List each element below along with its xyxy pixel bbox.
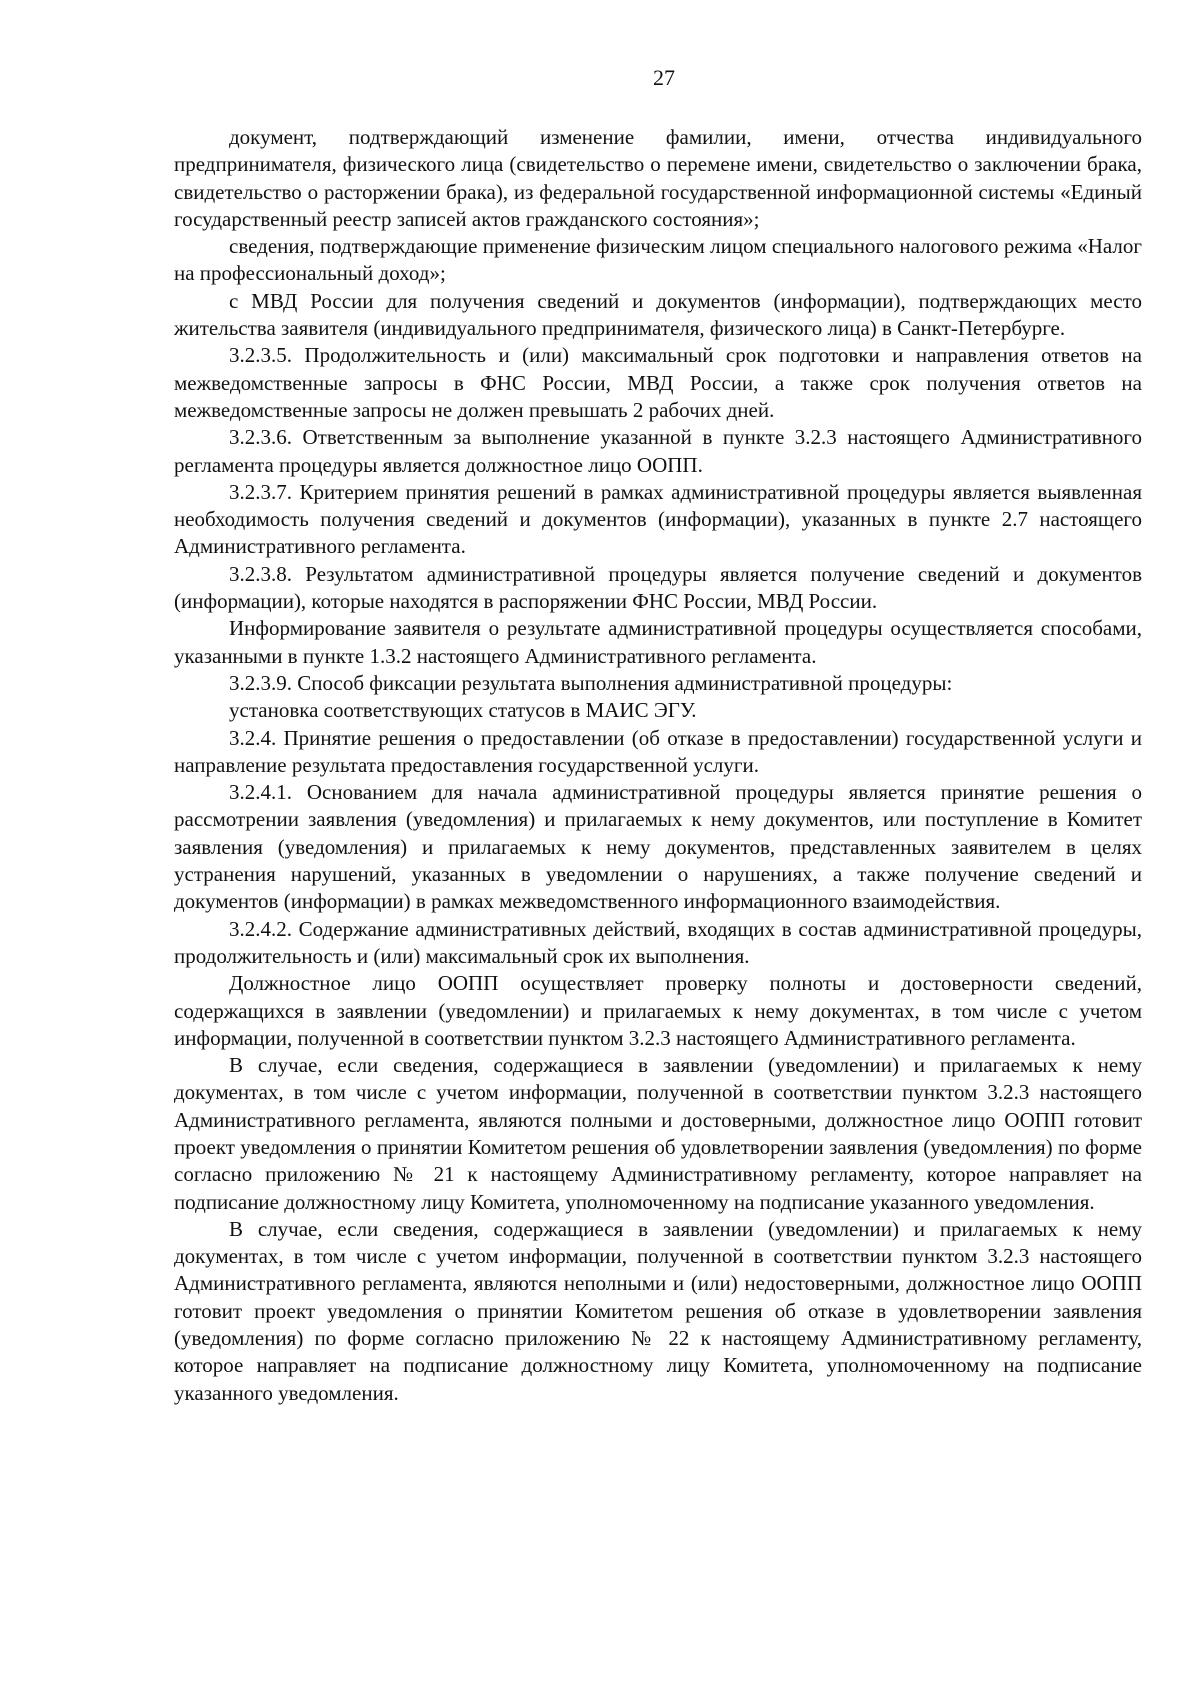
paragraph: В случае, если сведения, содержащиеся в заявлении (уведомлении) и прилагаемых к нему документах, в том числе с учетом информации, полученной в соответствии пунктом 3.2.3 настоящего Административного регламента, являются неполными и (или) недостоверными, должностное лицо ООПП готовит проект уведомления о принятии Комитетом решения об отказе в удовлетворении заявления (уведомления) по форме согласно приложению № 22 к настоящему Административному регламенту, которое направляет на подписание должностному лицу Комитета, уполномоченному на подписание указанного уведомления. bbox=[174, 1216, 1142, 1405]
document-body bbox=[174, 124, 1142, 1407]
paragraph: установка соответствующих статусов в МАИС ЭГУ. bbox=[229, 698, 697, 723]
paragraph: 3.2.4. Принятие решения о предоставлении (об отказе в предоставлении) государственной услуги и направление результата предоставления государственной услуги. bbox=[174, 725, 1142, 777]
paragraph: с МВД России для получения сведений и документов (информации), подтверждающих место жительства заявителя (индивидуального предпринимателя, физического лица) в Санкт-Петербурге. bbox=[174, 288, 1142, 341]
paragraph: сведения, подтверждающие применение физическим лицом специального налогового режима «Налог на профессиональный доход»; bbox=[174, 234, 1142, 286]
paragraph: документ, подтверждающий изменение фамилии, имени, отчества индивидуального предпринимателя, физического лица (свидетельство о перемене имени, свидетельство о заключении брака, свидетельство о расторжении брака), из федеральной государственной информационной системы «Единый государственный реестр записей актов гражданского состояния»; bbox=[174, 125, 1142, 231]
paragraph: 3.2.3.6. Ответственным за выполнение указанной в пункте 3.2.3 настоящего Административного регламента процедуры является должностное лицо ООПП. bbox=[174, 425, 1142, 477]
paragraph: 3.2.4.2. Содержание административных действий, входящих в состав административной процедуры, продолжительность и (или) максимальный срок их выполнения. bbox=[174, 916, 1142, 968]
paragraph: 3.2.3.7. Критерием принятия решений в рамках административной процедуры является выявленная необходимость получения сведений и документов (информации), указанных в пункте 2.7 настоящего Административного регламента. bbox=[174, 479, 1142, 559]
paragraph: 3.2.3.5. Продолжительность и (или) максимальный срок подготовки и направления ответов на межведомственные запросы в ФНС России, МВД России, а также срок получения ответов на межведомственные запросы не должен превышать 2 рабочих дней. bbox=[174, 343, 1142, 422]
paragraph: Информирование заявителя о результате административной процедуры осуществляется способами, указанными в пункте 1.3.2 настоящего Административного регламента. bbox=[174, 616, 1142, 668]
paragraph: Должностное лицо ООПП осуществляет проверку полноты и достоверности сведений, содержащихся в заявлении (уведомлении) и прилагаемых к нему документах, в том числе с учетом информации, полученной в соответствии пунктом 3.2.3 настоящего Административного регламента. bbox=[174, 971, 1142, 1050]
paragraph: 3.2.3.9. Способ фиксации результата выполнения административной процедуры: bbox=[229, 670, 953, 695]
page-number: 27 bbox=[653, 65, 675, 90]
paragraph: В случае, если сведения, содержащиеся в заявлении (уведомлении) и прилагаемых к нему документах, в том числе с учетом информации, полученной в соответствии пунктом 3.2.3 настоящего Административного регламента, являются полными и достоверными, должностное лицо ООПП готовит проект уведомления о принятии Комитетом решения об удовлетворении заявления (уведомления) по форме согласно приложению № 21 к настоящему Административному регламенту, которое направляет на подписание должностному лицу Комитета, уполномоченному на подписание указанного уведомления. bbox=[174, 1053, 1142, 1214]
paragraph: 3.2.4.1. Основанием для начала административной процедуры является принятие решения о рассмотрении заявления (уведомления) и прилагаемых к нему документов, или поступление в Комитет заявления (уведомления) и прилагаемых к нему документов, представленных заявителем в целях устранения нарушений, указанных в уведомлении о нарушениях, а также получение сведений и документов (информации) в рамках межведомственного информационного взаимодействия. bbox=[174, 780, 1142, 914]
paragraph: 3.2.3.8. Результатом административной процедуры является получение сведений и документов (информации), которые находятся в распоряжении ФНС России, МВД России. bbox=[174, 561, 1142, 614]
